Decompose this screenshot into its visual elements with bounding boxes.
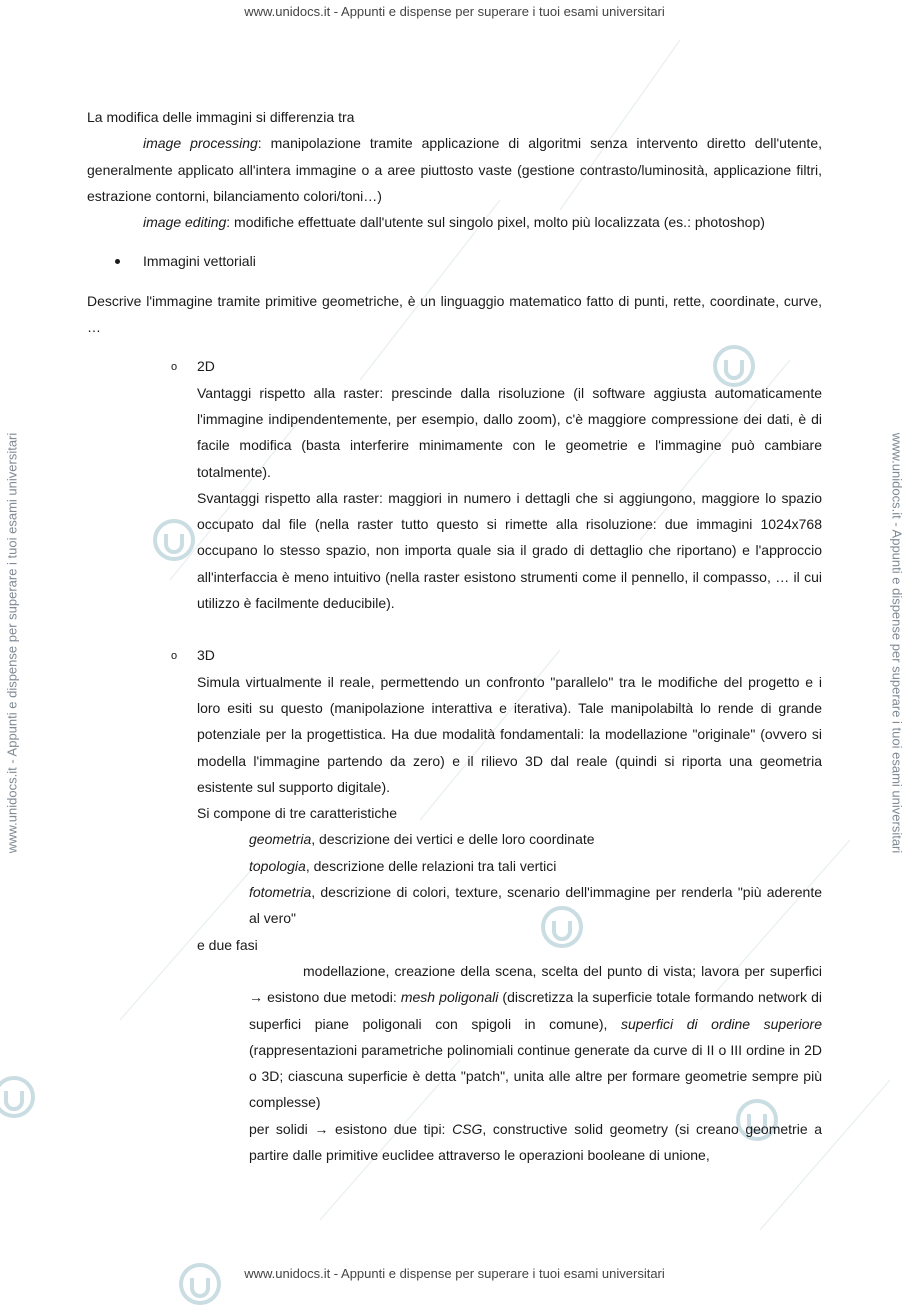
document-body: [87, 104, 822, 1168]
section-3d-description: Simula virtualmente il reale, permettendo un confronto "parallelo" tra le modifiche del progetto e i loro esiti su questo (manipolazione interattiva e iterativa). Tale manipolabiltà lo rende di grande potenziale per la progettistica. Ha due modalità fondamentali: la modellazione "originale" (ovvero si modella l'immagine partendo da zero) e il rilievo 3D dal reale (quindi si riporta una geometria esistente sul supporto digitale).: [197, 673, 822, 795]
modellazione-first-line: modellazione, creazione della scena, scelta del punto di vista; lavora: [303, 962, 740, 979]
watermark-side-left: www.unidocs.it - Appunti e dispense per superare i tuoi esami universitari: [4, 432, 20, 854]
fotometria-text: , descrizione di colori, texture, scenario dell'immagine per renderla "più aderente al vero": [249, 884, 822, 927]
watermark-footer: [0, 1266, 909, 1281]
image-editing-text: : modifiche effettuate dall'utente sul singolo pixel, molto più localizzata (es.: photoshop): [226, 214, 765, 231]
geometria-text: , descrizione dei vertici e delle loro coordinate: [311, 831, 595, 848]
image-editing-term: image editing: [143, 214, 227, 231]
section-2d-advantages: Vantaggi rispetto alla raster: prescinde dalla risoluzione (il software aggiusta automaticamente l'immagine indipendentemente, per esempio, dallo zoom), c'è maggiore compressione dei dati, è di facile modifica (basta interferire minimamente con le geometrie e l'immagine può cambiare totalmente).: [197, 384, 822, 480]
sub-bullet-ring-icon: o: [171, 650, 178, 663]
mesh-term: mesh poligonali: [400, 989, 499, 1006]
image-processing-term: image processing: [143, 135, 258, 152]
vector-description: Descrive l'immagine tramite primitive geometriche, è un linguaggio matematico fatto di punti, rette, coordinate, curve, …: [87, 292, 822, 336]
bullet-vector-images: [87, 248, 822, 274]
superfici-intro: per superfici → esistono due metodi:: [249, 962, 822, 1006]
watermark-header-text: www.unidocs.it - Appunti e dispense per superare i tuoi esami universitari: [244, 4, 665, 19]
section-2d: [171, 353, 822, 616]
sub-bullet-ring-icon: o: [171, 361, 178, 374]
bullet-title: Immagini vettoriali: [143, 253, 256, 270]
fotometria-term: fotometria: [249, 884, 312, 901]
phase-solidi: [197, 1116, 822, 1169]
solidi-intro: per solidi → esistono due tipi:: [249, 1120, 453, 1137]
characteristic-topologia: [197, 853, 822, 879]
ordine-term: superfici di ordine superiore: [621, 1015, 822, 1032]
topologia-term: topologia: [249, 857, 306, 874]
section-3d: [171, 642, 822, 1168]
unidocs-logo-icon: [0, 1075, 36, 1119]
topologia-text: , descrizione delle relazioni tra tali vertici: [305, 857, 557, 874]
phases-intro: e due fasi: [197, 936, 258, 953]
watermark-footer-text: www.unidocs.it - Appunti e dispense per superare i tuoi esami universitari: [244, 1266, 665, 1281]
characteristics-intro: Si compone di tre caratteristiche: [197, 805, 397, 822]
watermark-side-right: www.unidocs.it - Appunti e dispense per superare i tuoi esami universitari: [889, 432, 905, 854]
phase-modellazione: [197, 958, 822, 1116]
watermark-header: [0, 4, 909, 19]
csg-text: , constructive solid geometry (si creano geometrie a partire dalle primitive euclidee attraverso le operazioni booleane di unione,: [249, 1120, 822, 1163]
image-processing-text: : manipolazione tramite applicazione di algoritmi senza intervento diretto dell'utente, generalmente applicato all'intera immagine o a aree piuttosto vaste (gestione contrasto/luminosità, applicazione filtri, estrazione contorni, bilanciamento colori/toni…): [87, 135, 822, 204]
mesh-text: (discretizza la superficie totale formando network di superfici piane poligonali con spigoli in comune),: [249, 989, 822, 1032]
geometria-term: geometria: [249, 831, 312, 848]
section-2d-disadvantages: Svantaggi rispetto alla raster: maggiori in numero i dettagli che si aggiungono, maggiore lo spazio occupato dal file (nella raster tutto questo si rimette alla risoluzione: due immagini 1024x768 occupano lo stesso spazio, non importa quale sia il grado di dettaglio che riportano) e l'approccio all'interfaccia è meno intuitivo (nella raster esistono strumenti come il pennello, il compasso, … il cui utilizzo è facilmente deducibile).: [197, 489, 822, 612]
image-processing-paragraph: [87, 130, 822, 209]
csg-term: CSG: [452, 1120, 483, 1137]
ordine-text: (rappresentazioni parametriche polinomiali continue generate da curve di II o III ordine in 2D o 3D; ciascuna superficie è detta "patch", unita alle altre per formare geometrie sempre più complesse): [249, 1041, 822, 1111]
image-editing-paragraph: [87, 209, 822, 235]
intro-line: La modifica delle immagini si differenzia tra: [87, 109, 355, 125]
bullet-dot-icon: [115, 259, 120, 264]
section-3d-title: 3D: [197, 647, 215, 664]
characteristic-fotometria: [145, 879, 822, 932]
section-2d-title: 2D: [197, 358, 215, 375]
characteristic-geometria: [197, 826, 822, 852]
